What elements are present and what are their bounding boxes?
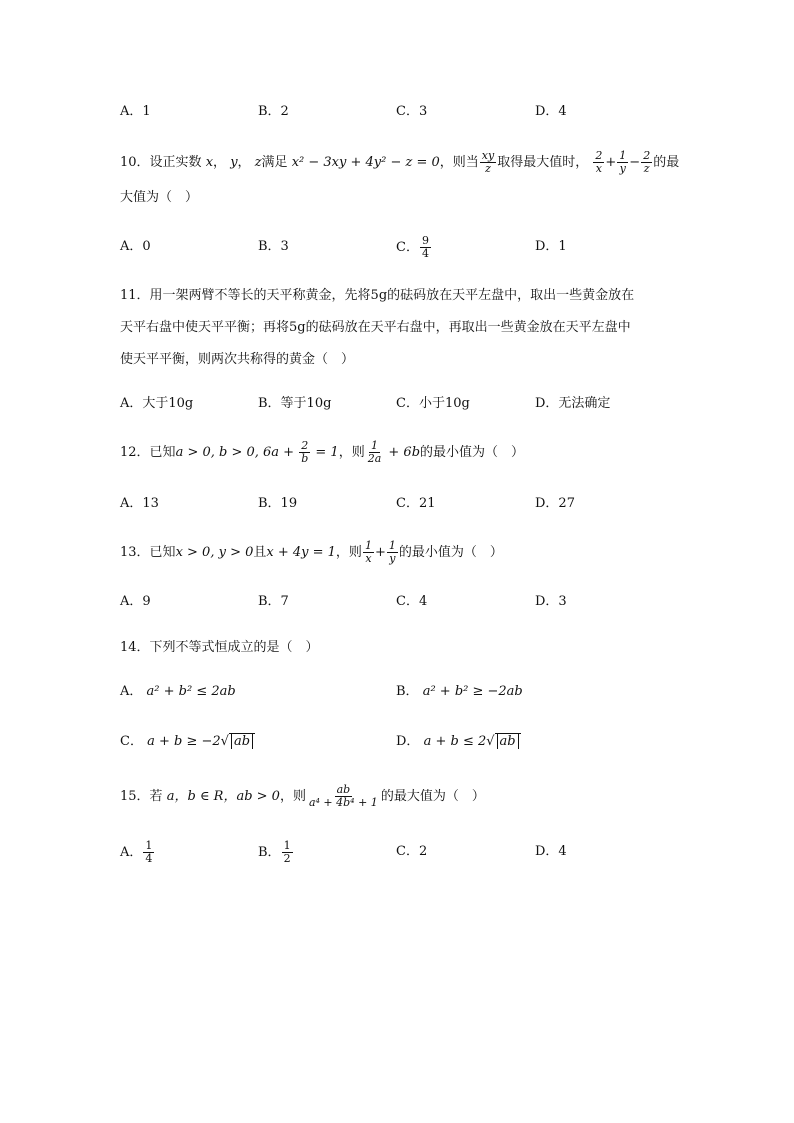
fraction: $\frac{2}{x}$: [595, 149, 603, 175]
option-a: A． a² + b² ≤ 2ab: [120, 684, 236, 699]
question-10-line2: 大值为（ ）: [120, 190, 199, 205]
option-d: D．无法确定: [535, 396, 611, 411]
option-c: C． a + b ≥ −2√ ab: [120, 730, 255, 754]
fraction: $\frac{2}{z}$: [643, 149, 651, 175]
option-b: B． a² + b² ≥ −2ab: [396, 684, 523, 699]
option-a: A．0: [120, 239, 151, 254]
q14-options-row2: [0, 730, 794, 754]
question-11-line2: 天平右盘中使天平平衡；再将5g的砝码放在天平右盘中，再取出一些黄金放在天平左盘中: [120, 320, 631, 335]
fraction: $\frac{1}{x}$: [364, 539, 372, 565]
option-d: D．3: [535, 594, 567, 609]
question-14: 14．下列不等式恒成立的是（ ）: [120, 640, 319, 655]
option-a: A．大于10g: [120, 396, 194, 411]
q14-options-row1: [0, 680, 794, 704]
option-a: A．13: [120, 496, 159, 511]
fraction: $\frac{2}{b}$: [301, 439, 309, 465]
option-b: B．7: [258, 594, 289, 609]
option-b: B．19: [258, 496, 298, 511]
option-a: A． $\frac{1}{4}$: [120, 839, 153, 865]
option-b: B．2: [258, 104, 289, 119]
q13-options: [0, 590, 794, 614]
fraction: $\frac{9}{4}$: [421, 234, 429, 260]
option-c: C． $\frac{9}{4}$: [396, 234, 429, 260]
option-d: D．4: [535, 104, 567, 119]
option-a: A．9: [120, 594, 151, 609]
question-13: 13．已知x > 0, y > 0且x + 4y = 1，则 $\frac{1}{x}$ + $\frac{1}{y}$ 的最小值为（ ）: [120, 539, 503, 565]
q15-options: [0, 840, 794, 864]
option-b: B．3: [258, 239, 289, 254]
option-b: B．等于10g: [258, 396, 332, 411]
option-b: B． $\frac{1}{2}$: [258, 839, 291, 865]
option-c: C．4: [396, 594, 428, 609]
q11-options: [0, 392, 794, 416]
option-c: C．21: [396, 496, 436, 511]
question-11-line1: 11．用一架两臂不等长的天平称黄金，先将5g的砝码放在天平左盘中，取出一些黄金放在: [120, 288, 635, 303]
equation: x² − 3xy + 4y² − z = 0: [291, 155, 440, 170]
q9-options: [0, 100, 794, 124]
option-c: C．3: [396, 104, 428, 119]
fraction: $\frac{1}{y}$: [619, 149, 627, 175]
question-12: 12．已知a > 0, b > 0, 6a + $\frac{2}{b}$ = 1，则 $\frac{1}{2a}$ + 6b的最小值为（ ）: [120, 439, 525, 465]
question-11-line3: 使天平平衡，则两次共称得的黄金（ ）: [120, 352, 355, 367]
question-10-line1: 10．设正实数 x， y， z满足 x² − 3xy + 4y² − z = 0，则当 $\frac{xy}{z}$ 取得最大值时， $\frac{2}{x}$ + $\frac{1}{y}$ − $\frac{2}{z}$ 的最: [120, 149, 680, 175]
option-c: C．2: [396, 844, 428, 859]
q10-options: [0, 235, 794, 259]
fraction: $\frac{ab}{\text{a⁴ + 4b⁴ + 1}}$: [308, 783, 378, 809]
option-d: D．27: [535, 496, 575, 511]
fraction: $\frac{1}{4}$: [145, 839, 153, 865]
option-a: A．1: [120, 104, 151, 119]
fraction: $\frac{1}{2a}$: [367, 439, 382, 465]
q12-options: [0, 492, 794, 516]
option-c: C．小于10g: [396, 396, 470, 411]
question-15: 15．若 a，b ∈ R，ab > 0，则 $\frac{ab}{\text{a⁴ + 4b⁴ + 1}}$ 的最大值为（ ）: [120, 783, 485, 809]
fraction: $\frac{1}{y}$: [388, 539, 396, 565]
option-d: D． a + b ≤ 2√ ab: [396, 730, 521, 754]
option-d: D．1: [535, 239, 567, 254]
fraction: $\frac{xy}{z}$: [481, 149, 495, 175]
fraction: $\frac{1}{2}$: [283, 839, 291, 865]
option-d: D．4: [535, 844, 567, 859]
